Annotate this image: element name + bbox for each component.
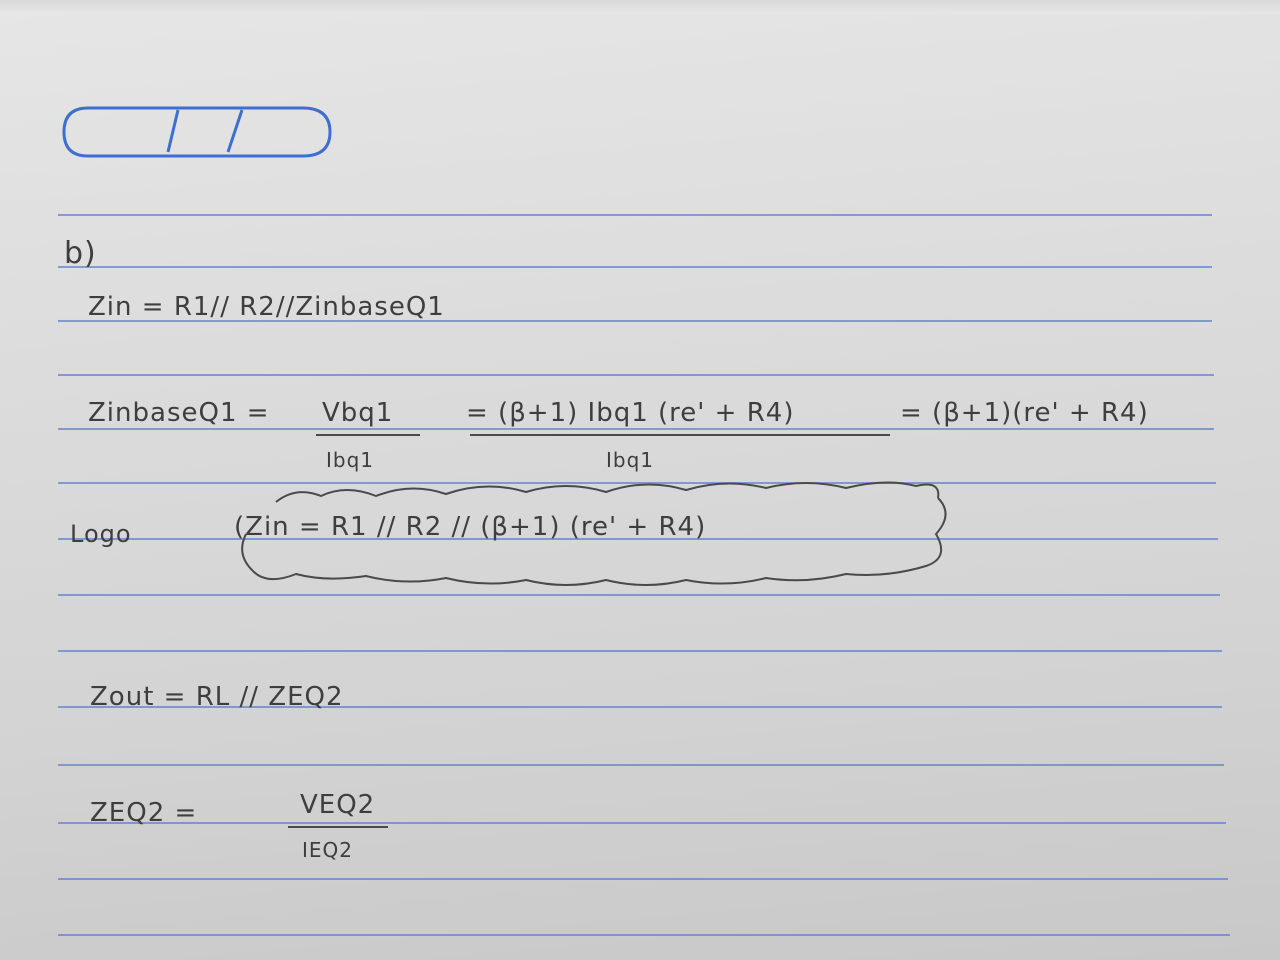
zeq-denominator: IEQ2 (302, 838, 354, 862)
zeq-numerator: VEQ2 (300, 790, 376, 820)
paper-top-edge (0, 0, 1280, 14)
section-label: b) (64, 236, 97, 271)
ruled-line (58, 650, 1222, 652)
fraction-bar (470, 434, 890, 436)
ruled-line (58, 822, 1226, 824)
zeq-lhs: ZEQ2 = (90, 798, 198, 828)
date-stamp-icon (58, 102, 338, 162)
ruled-line (58, 934, 1230, 936)
fraction-bar (316, 434, 420, 436)
zout-equation: Zout = RL // ZEQ2 (90, 682, 344, 712)
zin-equation: Zin = R1// R2//ZinbaseQ1 (88, 292, 445, 322)
ruled-line (58, 428, 1214, 430)
zinbase-numerator: Vbq1 (322, 398, 394, 428)
fraction-bar (288, 826, 388, 828)
ruled-line (58, 266, 1212, 268)
zinbase-middle-numerator: = (β+1) Ibq1 (re' + R4) (466, 398, 795, 428)
zinbase-middle-denominator: Ibq1 (606, 448, 655, 472)
ruled-line (58, 878, 1228, 880)
logo-equation: (Zin = R1 // R2 // (β+1) (re' + R4) (234, 512, 707, 542)
zinbase-lhs: ZinbaseQ1 = (88, 398, 270, 428)
zinbase-result: = (β+1)(re' + R4) (900, 398, 1149, 428)
ruled-line (58, 214, 1212, 216)
zinbase-denominator: Ibq1 (326, 448, 375, 472)
logo-label: Logo (70, 520, 132, 548)
ruled-line (58, 764, 1224, 766)
ruled-line (58, 374, 1214, 376)
